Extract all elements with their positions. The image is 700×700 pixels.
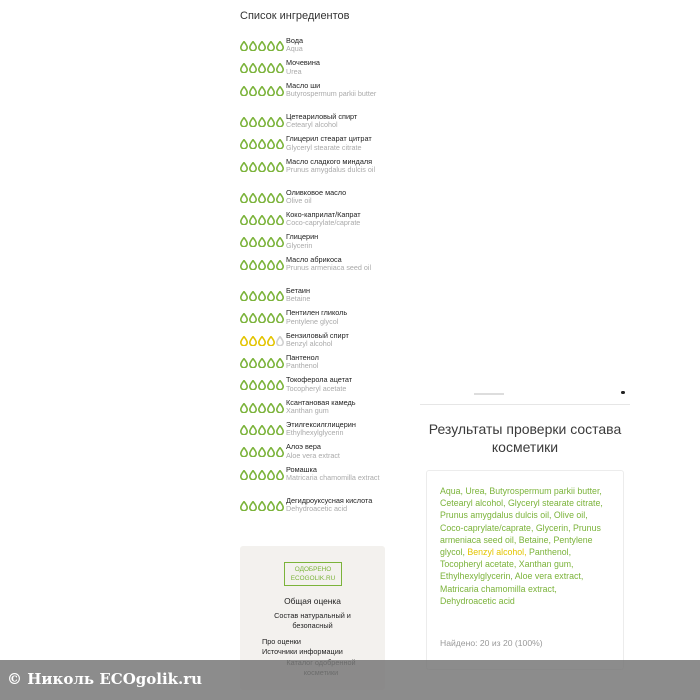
drop-icon — [258, 86, 266, 96]
drop-icon — [258, 215, 266, 225]
drop-icon — [240, 425, 248, 435]
drop-icon — [258, 403, 266, 413]
drop-icon — [267, 139, 275, 149]
safety-rating-drops — [240, 291, 286, 301]
safety-rating-drops — [240, 336, 286, 346]
drop-icon — [249, 117, 257, 127]
results-found-count: Найдено: 20 из 20 (100%) — [440, 638, 543, 648]
ingredient-name-latin: Aqua — [286, 44, 303, 54]
safety-rating-drops — [240, 403, 286, 413]
drop-icon — [267, 336, 275, 346]
drop-icon — [267, 403, 275, 413]
drop-icon — [276, 447, 284, 457]
ingredient-row[interactable] — [240, 309, 390, 331]
ingredient-name-ru: Дегидроуксусная кислота — [286, 495, 373, 505]
ingredient-text — [286, 233, 390, 250]
ingredient-name-ru: Мочевина — [286, 58, 320, 68]
ingredient-row[interactable] — [240, 443, 390, 465]
ingredient-name-latin: Prunus armeniaca seed oil — [286, 263, 372, 273]
drop-icon — [276, 260, 284, 270]
ingredient-row[interactable] — [240, 399, 390, 421]
drop-icon — [240, 86, 248, 96]
drop-icon — [276, 117, 284, 127]
drop-icon — [258, 336, 266, 346]
drop-icon — [258, 117, 266, 127]
drop-icon — [276, 425, 284, 435]
ingredient-name-latin: Ethylhexylglycerin — [286, 428, 344, 438]
ingredient-name-latin: Aloe vera extract — [286, 450, 340, 460]
drop-icon — [258, 139, 266, 149]
ingredient-text — [286, 211, 390, 228]
drop-icon — [258, 41, 266, 51]
drop-icon — [240, 403, 248, 413]
drop-icon — [276, 358, 284, 368]
ingredient-name-ru: Пантенол — [286, 352, 319, 362]
ingredient-name-latin: Tocopheryl acetate — [286, 383, 347, 393]
drop-icon — [276, 237, 284, 247]
drop-icon — [249, 63, 257, 73]
ingredient-name-latin: Matricaria chamomilla extract — [286, 473, 380, 483]
ingredient-row[interactable] — [240, 256, 390, 287]
drop-icon — [267, 193, 275, 203]
ingredient-name-latin: Butyrospermum parkii butter — [286, 89, 377, 99]
ingredient-text — [286, 135, 390, 152]
drop-icon — [240, 358, 248, 368]
drop-icon — [240, 215, 248, 225]
drop-icon — [240, 260, 248, 270]
drop-icon — [249, 336, 257, 346]
badge-line1: ОДОБРЕНО — [294, 566, 332, 573]
approved-badge[interactable] — [284, 562, 342, 586]
ingredient-name-latin: Olive oil — [286, 195, 312, 205]
ingredient-name-latin: Panthenol — [286, 361, 319, 371]
ingredients-title: Список ингредиентов — [240, 10, 350, 22]
results-title: Результаты проверки состава косметики — [428, 421, 622, 455]
ingredient-name-ru: Масло сладкого миндаля — [286, 156, 373, 166]
ingredient-text — [286, 443, 390, 460]
info-sources-link[interactable]: Источники информации — [262, 647, 343, 656]
ingredient-text — [286, 82, 390, 99]
natural-safe-text: Состав натуральный и безопасный — [274, 611, 351, 630]
results-ingredients-text — [440, 485, 610, 607]
ingredient-name-ru: Цетеариловый спирт — [286, 111, 358, 121]
drop-icon — [249, 237, 257, 247]
drop-icon — [258, 63, 266, 73]
ingredient-list — [240, 37, 390, 528]
drop-icon — [267, 470, 275, 480]
drop-icon — [258, 358, 266, 368]
ingredient-text — [286, 59, 390, 76]
drop-icon — [267, 447, 275, 457]
ingredient-text — [286, 189, 390, 206]
drop-icon — [249, 313, 257, 323]
safety-rating-drops — [240, 470, 286, 480]
ingredient-name-ru: Вода — [286, 36, 304, 45]
drop-icon — [258, 380, 266, 390]
results-yellow-part: Benzyl alcohol, — [467, 547, 527, 558]
drop-icon — [240, 237, 248, 247]
drop-icon — [276, 336, 284, 346]
drop-icon — [258, 162, 266, 172]
ingredient-text — [286, 113, 390, 130]
ingredient-row[interactable] — [240, 82, 390, 113]
ingredient-name-latin: Dehydroacetic acid — [286, 504, 348, 514]
watermark-bar — [0, 660, 700, 700]
drop-icon — [249, 86, 257, 96]
drop-icon — [258, 260, 266, 270]
drop-icon — [276, 470, 284, 480]
results-green-part-2: Panthenol, Tocopheryl acetate, Xanthan gum, Ethylhexylglycerin, Aloe vera extract, Matricaria chamomilla extract, Dehydroacetic acid — [440, 547, 584, 606]
ingredient-row[interactable] — [240, 497, 390, 528]
drop-icon — [240, 336, 248, 346]
ingredient-row[interactable] — [240, 421, 390, 443]
ingredient-name-latin: Betaine — [286, 294, 311, 304]
drop-icon — [276, 403, 284, 413]
drop-icon — [276, 313, 284, 323]
ingredient-name-ru: Ксантановая камедь — [286, 397, 356, 407]
drop-icon — [267, 162, 275, 172]
watermark-text: © Николь ECOgolik.ru — [7, 670, 203, 688]
ingredient-text — [286, 287, 390, 304]
safety-rating-drops — [240, 447, 286, 457]
ingredient-name-ru: Бензиловый спирт — [286, 330, 349, 340]
about-ratings-link[interactable]: Про оценки — [262, 637, 301, 646]
ingredient-row[interactable] — [240, 376, 390, 398]
drop-icon — [276, 501, 284, 511]
drop-icon — [267, 63, 275, 73]
ingredient-text — [286, 466, 390, 483]
drop-icon — [240, 193, 248, 203]
drop-icon — [249, 501, 257, 511]
ingredient-text — [286, 497, 390, 514]
safety-rating-drops — [240, 313, 286, 323]
safety-rating-drops — [240, 380, 286, 390]
ingredient-row[interactable] — [240, 354, 390, 376]
ingredient-name-ru: Пентилен гликоль — [286, 308, 348, 318]
drop-icon — [249, 162, 257, 172]
drop-icon — [267, 358, 275, 368]
drop-icon — [240, 380, 248, 390]
safety-rating-drops — [240, 139, 286, 149]
ingredient-text — [286, 376, 390, 393]
ingredient-name-ru: Оливковое масло — [286, 187, 347, 197]
drop-icon — [240, 501, 248, 511]
safety-rating-drops — [240, 162, 286, 172]
drop-icon — [258, 313, 266, 323]
ingredient-name-ru: Алоэ вера — [286, 442, 321, 452]
ingredient-name-ru: Бетаин — [286, 285, 311, 295]
drop-icon — [267, 260, 275, 270]
ingredient-name-ru: Масло абрикоса — [286, 254, 342, 264]
safety-rating-drops — [240, 501, 286, 511]
drop-icon — [258, 291, 266, 301]
drop-icon — [249, 215, 257, 225]
drop-icon — [249, 260, 257, 270]
badge-line2: ECOGOLIK.RU — [290, 575, 336, 582]
ingredient-row[interactable] — [240, 135, 390, 157]
safety-rating-drops — [240, 41, 286, 51]
ingredient-text — [286, 399, 390, 416]
drop-icon — [267, 41, 275, 51]
drop-icon — [258, 425, 266, 435]
drop-icon — [249, 358, 257, 368]
ingredient-text — [286, 332, 390, 349]
drop-icon — [267, 313, 275, 323]
ingredient-row[interactable] — [240, 332, 390, 354]
ingredient-row[interactable] — [240, 211, 390, 233]
top-divider-fragment — [474, 393, 504, 395]
drop-icon — [249, 470, 257, 480]
ingredient-name-latin: Coco-caprylate/caprate — [286, 218, 361, 228]
section-divider — [420, 404, 630, 405]
drop-icon — [240, 117, 248, 127]
drop-icon — [258, 470, 266, 480]
drop-icon — [258, 193, 266, 203]
drop-icon — [240, 447, 248, 457]
drop-icon — [276, 162, 284, 172]
drop-icon — [240, 139, 248, 149]
drop-icon — [267, 117, 275, 127]
drop-icon — [258, 447, 266, 457]
drop-icon — [258, 237, 266, 247]
drop-icon — [267, 425, 275, 435]
ingredient-row[interactable] — [240, 233, 390, 255]
drop-icon — [267, 237, 275, 247]
ingredient-row[interactable] — [240, 113, 390, 135]
ingredient-name-latin: Prunus amygdalus dulcis oil — [286, 164, 376, 174]
drop-icon — [249, 193, 257, 203]
overall-rating-label: Общая оценка — [284, 596, 341, 606]
top-corner-mark — [621, 391, 625, 394]
drop-icon — [276, 41, 284, 51]
drop-icon — [249, 291, 257, 301]
safety-rating-drops — [240, 63, 286, 73]
ingredient-row[interactable] — [240, 158, 390, 189]
ingredient-row[interactable] — [240, 37, 390, 59]
drop-icon — [240, 313, 248, 323]
ingredient-text — [286, 256, 390, 273]
drop-icon — [276, 86, 284, 96]
ingredient-row[interactable] — [240, 466, 390, 497]
drop-icon — [276, 215, 284, 225]
ingredient-row[interactable] — [240, 189, 390, 211]
drop-icon — [240, 162, 248, 172]
safety-rating-drops — [240, 425, 286, 435]
drop-icon — [276, 139, 284, 149]
drop-icon — [249, 41, 257, 51]
drop-icon — [267, 291, 275, 301]
ingredient-text — [286, 309, 390, 326]
drop-icon — [240, 41, 248, 51]
ingredient-row[interactable] — [240, 287, 390, 309]
ingredient-name-ru: Ромашка — [286, 464, 317, 474]
safety-rating-drops — [240, 237, 286, 247]
drop-icon — [276, 193, 284, 203]
drop-icon — [276, 63, 284, 73]
drop-icon — [240, 63, 248, 73]
drop-icon — [276, 380, 284, 390]
drop-icon — [249, 403, 257, 413]
drop-icon — [240, 470, 248, 480]
ingredient-name-ru: Токоферола ацетат — [286, 375, 353, 385]
drop-icon — [249, 425, 257, 435]
ingredient-name-latin: Benzyl alcohol — [286, 338, 333, 348]
safety-rating-drops — [240, 117, 286, 127]
ingredient-text — [286, 158, 390, 175]
ingredient-name-latin: Urea — [286, 66, 302, 76]
safety-rating-drops — [240, 358, 286, 368]
ingredient-name-latin: Glycerin — [286, 240, 313, 250]
drop-icon — [249, 139, 257, 149]
ingredient-name-ru: Коко-каприлат/Капрат — [286, 209, 361, 219]
ingredient-name-ru: Глицерин — [286, 232, 319, 242]
ingredient-text — [286, 354, 390, 371]
ingredient-name-latin: Cetearyl alcohol — [286, 120, 338, 130]
ingredient-name-ru: Масло ши — [286, 80, 321, 90]
drop-icon — [249, 447, 257, 457]
ingredient-name-latin: Pentylene glycol — [286, 316, 339, 326]
ingredient-text — [286, 421, 390, 438]
ingredient-name-latin: Xanthan gum — [286, 406, 329, 416]
results-green-part-1: Aqua, Urea, Butyrospermum parkii butter, Cetearyl alcohol, Glyceryl stearate citrate, Prunus amygdalus dulcis oil, Olive oil, Coco-caprylate/caprate, Glycerin, Prunus armeniaca seed oil, Betaine, Pentylene glycol, — [440, 486, 603, 558]
safety-rating-drops — [240, 215, 286, 225]
ingredient-row[interactable] — [240, 59, 390, 81]
safety-rating-drops — [240, 260, 286, 270]
drop-icon — [240, 291, 248, 301]
drop-icon — [267, 86, 275, 96]
drop-icon — [249, 380, 257, 390]
drop-icon — [276, 291, 284, 301]
drop-icon — [267, 501, 275, 511]
drop-icon — [258, 501, 266, 511]
ingredient-name-ru: Глицерил стеарат цитрат — [286, 134, 372, 144]
ingredient-text — [286, 37, 390, 54]
ingredient-name-latin: Glyceryl stearate citrate — [286, 142, 362, 152]
safety-rating-drops — [240, 86, 286, 96]
drop-icon — [267, 215, 275, 225]
drop-icon — [267, 380, 275, 390]
ingredient-name-ru: Этилгексилглицерин — [286, 420, 356, 430]
safety-rating-drops — [240, 193, 286, 203]
